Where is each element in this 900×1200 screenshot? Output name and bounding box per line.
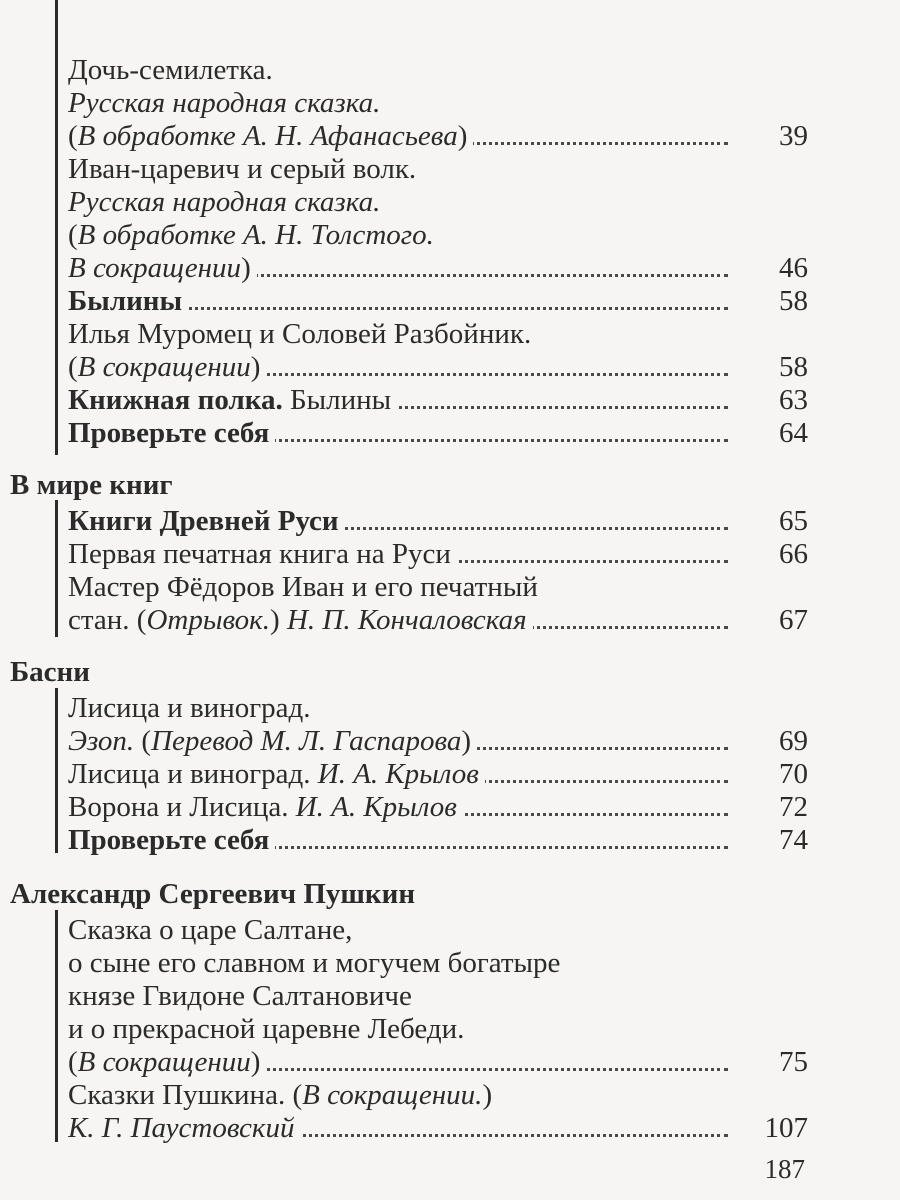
toc-entry: Проверьте себя 74	[68, 824, 808, 856]
page-ref: 46	[779, 252, 808, 284]
toc-entry: Ворона и Лисица. И. А. Крылов 72	[68, 791, 808, 823]
toc-entry: Эзоп. (Перевод М. Л. Гаспарова) 69	[68, 725, 808, 757]
toc-entry: Книжная полка. Былины 63	[68, 384, 808, 416]
toc-entry: Лисица и виноград. И. А. Крылов 70	[68, 758, 808, 790]
toc-entry: Илья Муромец и Соловей Разбойник.	[0, 317, 900, 351]
section-heading: В мире книг	[10, 469, 173, 501]
toc-entry: Дочь-семилетка.	[0, 53, 900, 87]
toc-entry: Русская народная сказка.	[0, 185, 900, 219]
page-ref: 74	[779, 824, 808, 856]
page-ref: 58	[779, 351, 808, 383]
toc-entry: К. Г. Паустовский 107	[68, 1112, 808, 1144]
toc-entry: о сыне его славном и могучем богатыре	[0, 946, 900, 980]
toc-entry: стан. (Отрывок.) Н. П. Кончаловская 67	[68, 604, 808, 636]
toc-entry: князе Гвидоне Салтановиче	[0, 979, 900, 1013]
toc-entry: Русская народная сказка.	[0, 86, 900, 120]
page-ref: 58	[779, 285, 808, 317]
page-ref: 66	[779, 538, 808, 570]
toc-entry: Первая печатная книга на Руси 66	[68, 538, 808, 570]
toc-entry: (В сокращении) 75	[68, 1046, 808, 1078]
page-ref: 107	[764, 1112, 808, 1144]
toc-entry: Сказка о царе Салтане,	[0, 913, 900, 947]
toc-entry: Проверьте себя 64	[68, 417, 808, 449]
page-ref: 63	[779, 384, 808, 416]
section-heading: Александр Сергеевич Пушкин	[10, 878, 416, 910]
toc-entry: (В сокращении) 58	[68, 351, 808, 383]
toc-entry: и о прекрасной царевне Лебеди.	[0, 1012, 900, 1046]
page-ref: 64	[779, 417, 808, 449]
page-number: 187	[764, 1154, 805, 1184]
toc-entry: Иван-царевич и серый волк.	[0, 152, 900, 186]
page-ref: 67	[779, 604, 808, 636]
toc-entry: (В обработке А. Н. Толстого.	[0, 218, 900, 252]
toc-entry: Мастер Фёдоров Иван и его печатный	[0, 570, 900, 604]
page-ref: 69	[779, 725, 808, 757]
page-ref: 39	[779, 120, 808, 152]
page-ref: 75	[779, 1046, 808, 1078]
toc-entry: Былины 58	[68, 285, 808, 317]
page-ref: 65	[779, 505, 808, 537]
toc-entry: В сокращении) 46	[68, 252, 808, 284]
toc-entry: (В обработке А. Н. Афанасьева) 39	[68, 120, 808, 152]
toc-entry: Сказки Пушкина. (В сокращении.)	[0, 1078, 900, 1112]
toc-entry: Лисица и виноград.	[0, 691, 900, 725]
page-ref: 72	[779, 791, 808, 823]
section-heading: Басни	[10, 656, 90, 688]
page-ref: 70	[779, 758, 808, 790]
toc-entry: Книги Древней Руси 65	[68, 505, 808, 537]
